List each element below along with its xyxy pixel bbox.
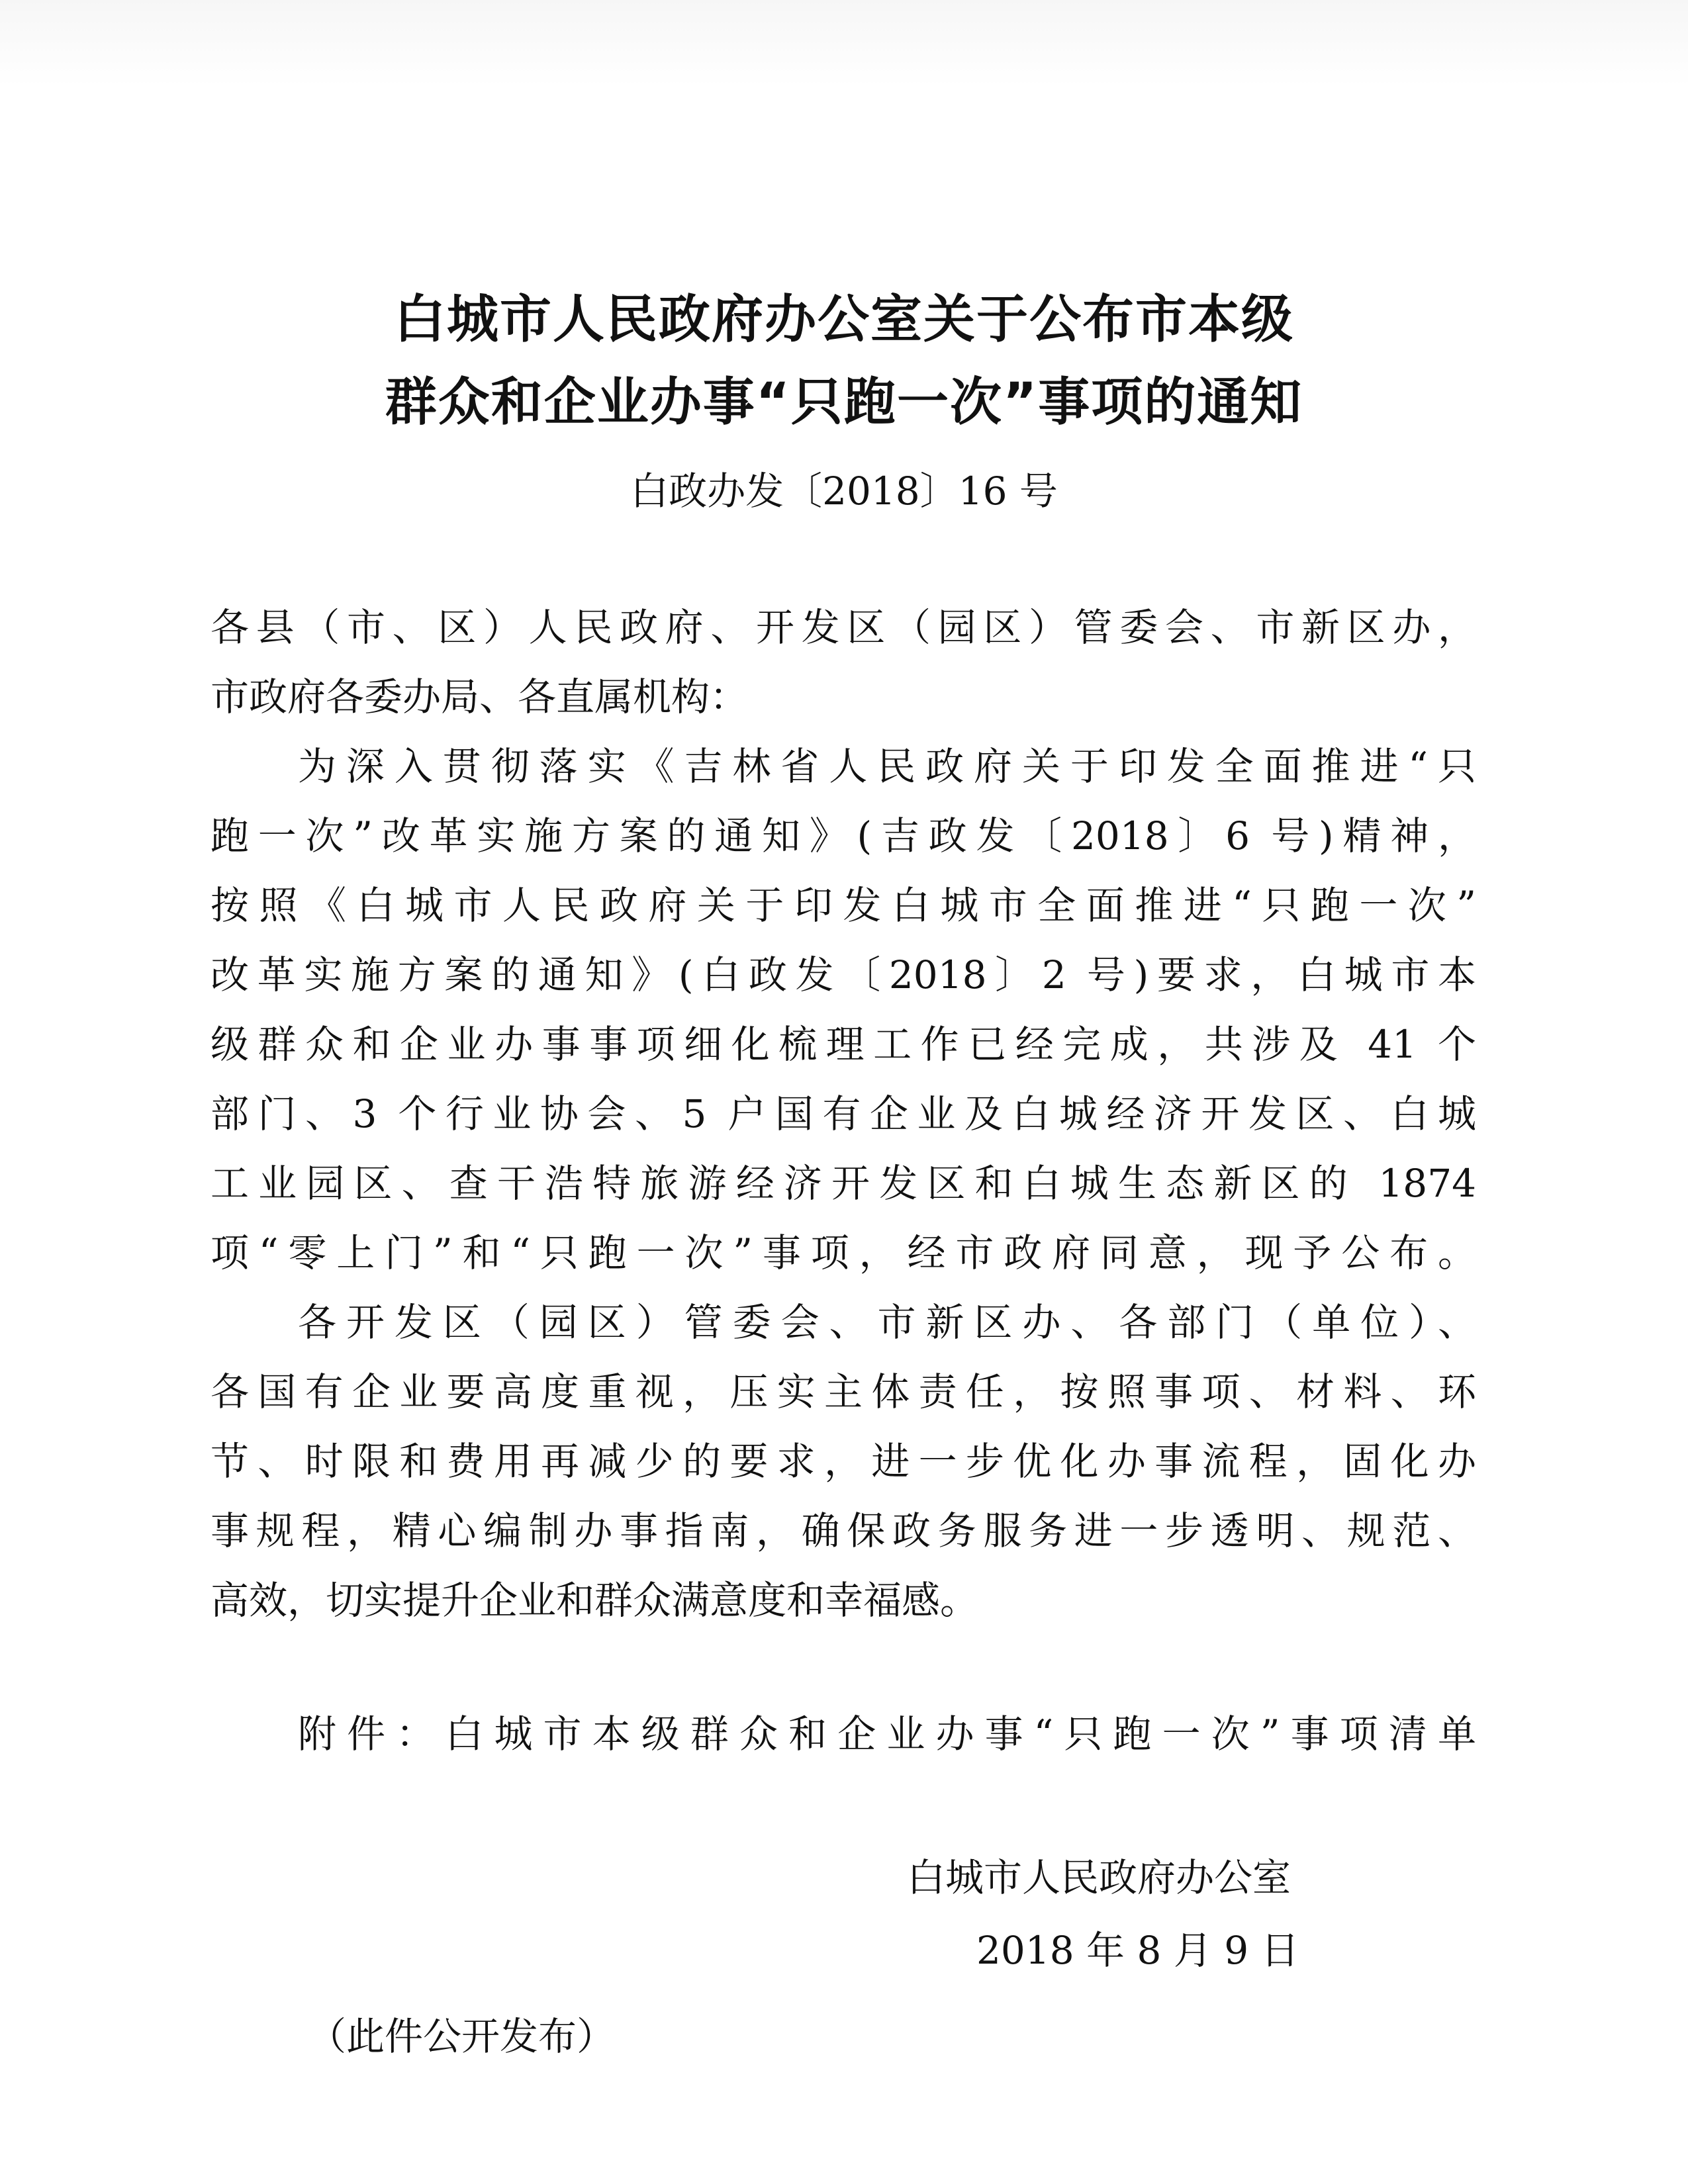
document-title-line-1: 白城市人民政府办公室关于公布市本级 [393, 290, 1294, 349]
document-title-line-2: 群众和企业办事“只跑一次”事项的通知 [385, 373, 1303, 432]
recipients-line-2: 市政府各委办局、各直属机构： [211, 674, 749, 719]
paragraph2-line: 各开发区（园区）管委会、市新区办、各部门（单位）、 [298, 1300, 1476, 1345]
scan-edge-shading [0, 0, 1688, 86]
paragraph1-line: 改革实施方案的通知》(白政发〔2018〕2 号)要求，白城市本 [211, 952, 1476, 997]
paragraph1-line: 项“零上门”和“只跑一次”事项，经市政府同意，现予公布。 [211, 1230, 1476, 1275]
paragraph2-line: 各国有企业要高度重视，压实主体责任，按照事项、材料、环 [211, 1369, 1476, 1414]
paragraph1-line: 为深入贯彻落实《吉林省人民政府关于印发全面推进“只 [298, 744, 1476, 789]
paragraph2-line: 节、时限和费用再减少的要求，进一步优化办事流程，固化办 [211, 1439, 1476, 1484]
paragraph2-line: 事规程，精心编制办事指南，确保政务服务进一步透明、规范、 [211, 1508, 1476, 1553]
paragraph1-line: 跑一次”改革实施方案的通知》(吉政发〔2018〕6 号)精神， [211, 813, 1476, 858]
attachment-line: 附件：白城市本级群众和企业办事“只跑一次”事项清单 [298, 1711, 1476, 1756]
paragraph1-line: 工业园区、查干浩特旅游经济开发区和白城生态新区的 1874 [211, 1161, 1476, 1206]
recipients-line-1: 各县（市、区）人民政府、开发区（园区）管委会、市新区办， [211, 605, 1476, 650]
paragraph1-line: 按照《白城市人民政府关于印发白城市全面推进“只跑一次” [211, 883, 1476, 928]
document-number: 白政办发〔2018〕16 号 [630, 469, 1058, 514]
issuer-name: 白城市人民政府办公室 [907, 1855, 1291, 1900]
publication-note: （此件公开发布） [308, 2014, 616, 2059]
paragraph1-line: 部门、3 个行业协会、5 户国有企业及白城经济开发区、白城 [211, 1091, 1476, 1136]
paragraph2-line: 高效，切实提升企业和群众满意度和幸福感。 [211, 1578, 979, 1623]
issue-date: 2018 年 8 月 9 日 [976, 1928, 1299, 1973]
paragraph1-line: 级群众和企业办事事项细化梳理工作已经完成，共涉及 41 个 [211, 1022, 1476, 1067]
